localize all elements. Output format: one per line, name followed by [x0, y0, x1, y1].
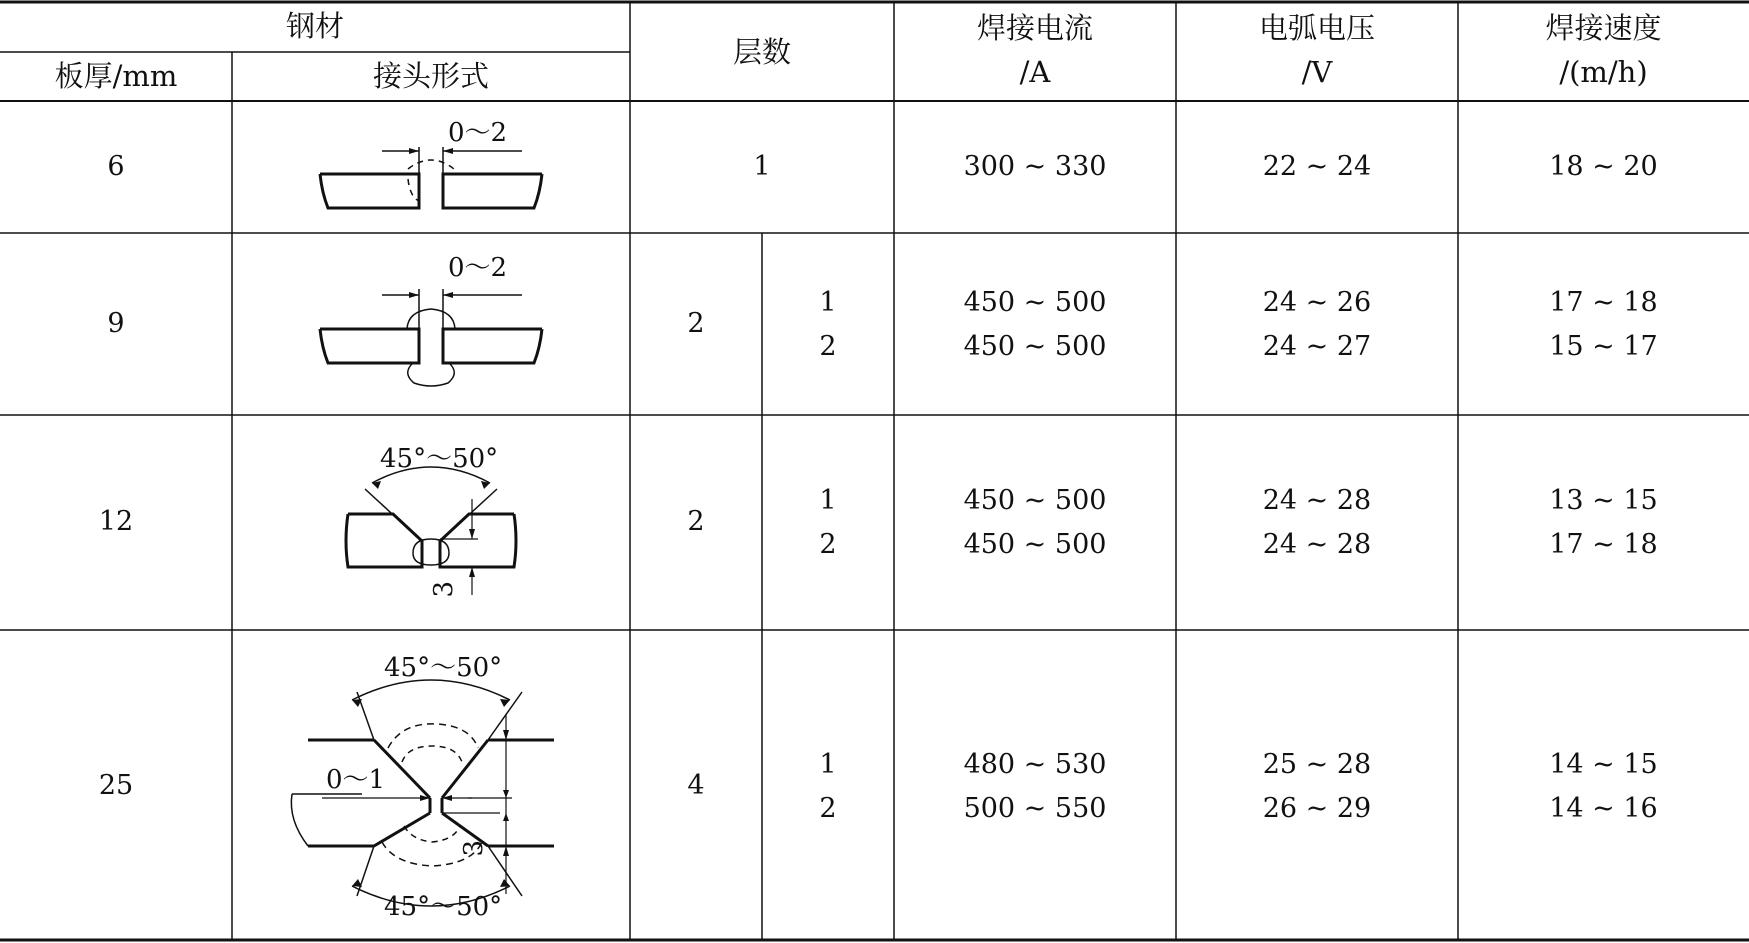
- row-4-voltage-2: 26 ~ 29: [1262, 793, 1372, 824]
- row-1-voltage: 22 ~ 24: [1262, 151, 1372, 182]
- row-4-joint-root-label: 3: [459, 840, 489, 857]
- row-2-voltage-1: 24 ~ 26: [1262, 287, 1372, 318]
- row-4-current-1: 480 ~ 530: [963, 749, 1107, 780]
- header-current: 焊接电流: [976, 11, 1093, 45]
- row-4-pass-2: 2: [819, 793, 837, 824]
- header-steel: 钢材: [285, 9, 344, 43]
- row-2-speed-1: 17 ~ 18: [1549, 287, 1658, 318]
- joint-diagram-square-butt-6: [232, 101, 630, 233]
- row-3-pass-2: 2: [819, 529, 837, 560]
- row-3-voltage-2: 24 ~ 28: [1262, 529, 1372, 560]
- row-4-speed-2: 14 ~ 16: [1549, 793, 1658, 824]
- row-2-pass-2: 2: [819, 331, 837, 362]
- row-1-thickness: 6: [107, 151, 125, 182]
- header-voltage: 电弧电压: [1258, 11, 1375, 45]
- header-layers: 层数: [732, 35, 791, 69]
- row-1-layers: 1: [753, 151, 771, 182]
- row-2-voltage-2: 24 ~ 27: [1262, 331, 1372, 362]
- header-voltage-unit: /V: [1301, 55, 1333, 89]
- row-2-current-1: 450 ~ 500: [963, 287, 1107, 318]
- joint-diagram-square-butt-9: [232, 233, 630, 415]
- row-4-joint-angle-top-label: 45°～50°: [384, 653, 503, 683]
- row-3-joint-angle-label: 45°～50°: [380, 444, 499, 474]
- header-current-unit: /A: [1019, 55, 1051, 89]
- row-3-voltage-1: 24 ~ 28: [1262, 485, 1372, 516]
- row-2-layers: 2: [687, 308, 705, 339]
- row-4-voltage-1: 25 ~ 28: [1262, 749, 1372, 780]
- header-thickness: 板厚/mm: [54, 59, 178, 93]
- row-1-speed: 18 ~ 20: [1549, 151, 1658, 182]
- row-2-speed-2: 15 ~ 17: [1549, 331, 1658, 362]
- row-2-thickness: 9: [107, 308, 125, 339]
- row-4-speed-1: 14 ~ 15: [1549, 749, 1658, 780]
- header-joint: 接头形式: [372, 59, 489, 93]
- header-speed-unit: /(m/h): [1559, 55, 1648, 89]
- row-1-current: 300 ~ 330: [963, 151, 1107, 182]
- row-3-speed-1: 13 ~ 15: [1549, 485, 1658, 516]
- row-4-joint-gap-label: 0～1: [326, 765, 386, 795]
- row-3-speed-2: 17 ~ 18: [1549, 529, 1658, 560]
- row-4-layers: 4: [687, 770, 705, 801]
- row-2-joint-gap-label: 0～2: [448, 253, 508, 283]
- row-4-current-2: 500 ~ 550: [963, 793, 1107, 824]
- row-3-layers: 2: [687, 506, 705, 537]
- joint-diagram-single-v-12: [232, 415, 630, 630]
- row-1-joint-gap-label: 0～2: [448, 118, 508, 148]
- row-3-pass-1: 1: [819, 485, 837, 516]
- row-3-current-2: 450 ~ 500: [963, 529, 1107, 560]
- row-2-pass-1: 1: [819, 287, 837, 318]
- row-4-pass-1: 1: [819, 749, 837, 780]
- joint-diagram-double-v-25: [232, 630, 630, 940]
- row-3-current-1: 450 ~ 500: [963, 485, 1107, 516]
- header-speed: 焊接速度: [1545, 11, 1662, 45]
- row-3-thickness: 12: [98, 506, 134, 537]
- row-4-thickness: 25: [98, 770, 134, 801]
- row-4-joint-angle-bottom-label: 45°～50°: [384, 892, 503, 922]
- row-2-current-2: 450 ~ 500: [963, 331, 1107, 362]
- row-3-joint-root-label: 3: [429, 581, 459, 598]
